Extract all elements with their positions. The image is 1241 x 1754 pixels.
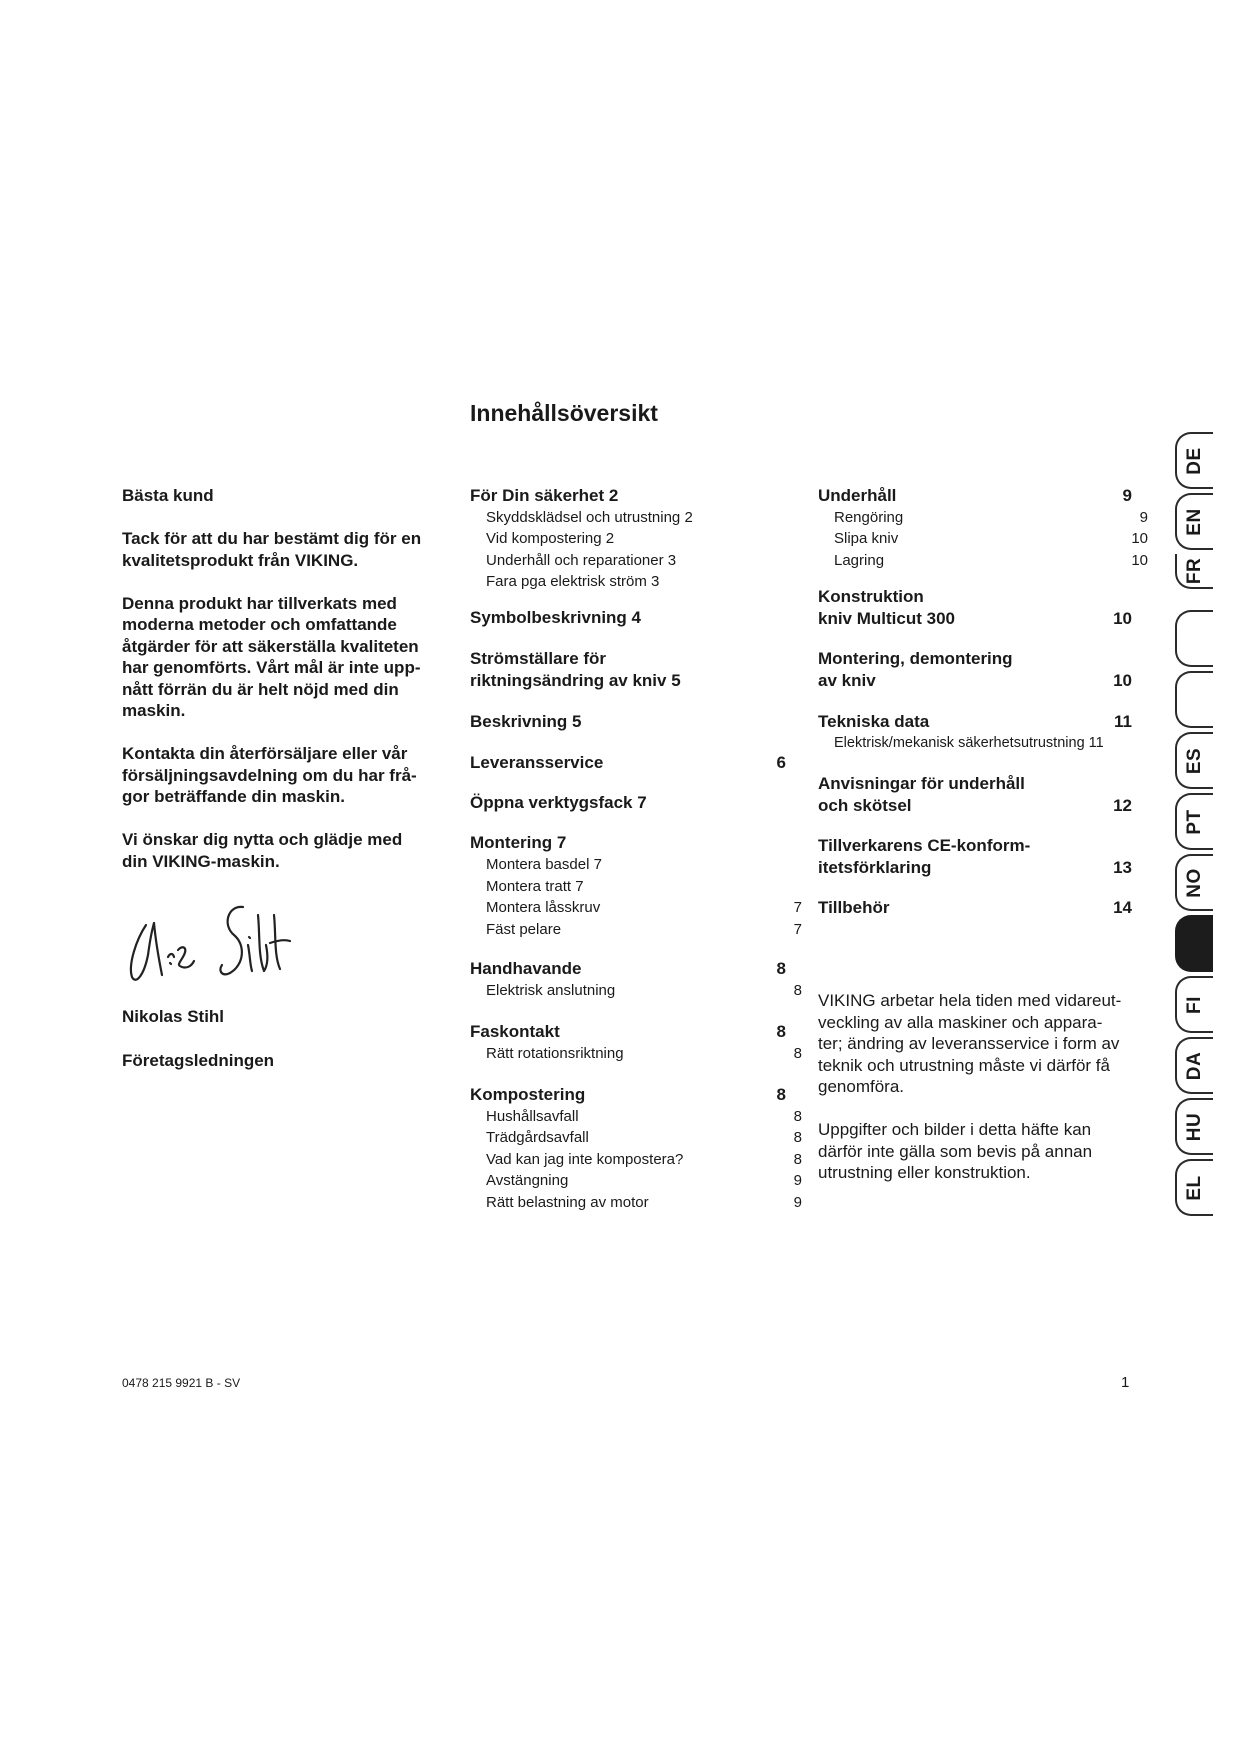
toc-heading[interactable]: Tillverkarens CE-konform- itetsförklaring 13	[818, 836, 1132, 877]
toc-subentry[interactable]: Montera låsskruv 7	[486, 899, 802, 916]
signer-name: Nikolas Stihl	[122, 1007, 225, 1026]
language-tab-en[interactable]: EN	[1175, 493, 1213, 550]
toc-subentry[interactable]: Trädgårdsavfall 8	[486, 1129, 802, 1146]
toc-heading[interactable]: Kompostering 8	[470, 1085, 786, 1104]
language-tab-blank-2[interactable]	[1175, 671, 1213, 728]
toc-subentry[interactable]: Lagring 10	[834, 551, 1148, 569]
toc-subentry[interactable]: Slipa kniv 10	[834, 530, 1148, 547]
language-tab-el[interactable]: EL	[1175, 1159, 1213, 1216]
language-tab-fr[interactable]: FR	[1175, 554, 1213, 589]
greeting: Bästa kund	[122, 486, 214, 505]
toc-heading[interactable]: Öppna verktygsfack 7	[470, 793, 647, 812]
toc-subentry[interactable]: Montera tratt 7	[486, 877, 584, 895]
toc-heading[interactable]: Strömställare för riktningsändring av kniv 5	[470, 649, 681, 690]
language-tab-no[interactable]: NO	[1175, 854, 1213, 911]
toc-heading[interactable]: Anvisningar för underhåll och skötsel 12	[818, 774, 1132, 815]
toc-heading[interactable]: Tillbehör 14	[818, 898, 1132, 917]
intro-paragraph-4: Vi önskar dig nytta och glädje med din VIKING-maskin.	[122, 830, 403, 871]
toc-subentry[interactable]: Elektrisk/mekanisk säkerhetsutrustning 11	[834, 734, 1104, 751]
toc-subentry[interactable]: Vad kan jag inte kompostera? 8	[486, 1150, 802, 1168]
toc-heading[interactable]: Leveransservice 6	[470, 753, 786, 772]
toc-subentry[interactable]: Vid kompostering 2	[486, 530, 615, 547]
toc-heading[interactable]: Montering 7	[470, 833, 567, 852]
signer-role: Företagsledningen	[122, 1051, 275, 1070]
toc-heading[interactable]: Montering, demontering av kniv 10	[818, 649, 1132, 690]
toc-subentry[interactable]: Rengöring 9	[834, 508, 1148, 526]
toc-subentry[interactable]: Avstängning 9	[486, 1172, 802, 1189]
language-tab-es[interactable]: ES	[1175, 732, 1213, 789]
toc-subentry[interactable]: Skyddsklädsel och utrustning 2	[486, 508, 693, 526]
toc-subentry[interactable]: Hushållsavfall 8	[486, 1107, 802, 1125]
toc-heading[interactable]: Beskrivning 5	[470, 712, 582, 731]
language-tab-hu[interactable]: HU	[1175, 1098, 1213, 1155]
toc-heading[interactable]: För Din säkerhet 2	[470, 486, 619, 505]
language-tab-blank-1[interactable]	[1175, 610, 1213, 667]
language-tab-sv-active[interactable]	[1175, 915, 1213, 972]
page-title: Innehållsöversikt	[470, 400, 658, 426]
toc-subentry[interactable]: Montera basdel 7	[486, 856, 602, 873]
toc-heading[interactable]: Underhåll 9	[818, 486, 1132, 505]
intro-paragraph-3: Kontakta din återförsäljare eller vår försäljningsavdelning om du har frå- gor beträffande din maskin.	[122, 744, 417, 806]
disclaimer-paragraph-1: VIKING arbetar hela tiden med vidareut- veckling av alla maskiner och appara- ter; ändring av leveransservice i form av teknik och utrustning måste vi därför få genomföra.	[818, 991, 1122, 1096]
language-tab-de[interactable]: DE	[1175, 432, 1213, 489]
toc-subentry[interactable]: Rätt belastning av motor 9	[486, 1193, 802, 1211]
toc-heading[interactable]: Handhavande 8	[470, 959, 786, 978]
page-number: 1	[1121, 1374, 1130, 1391]
handwritten-signature	[118, 895, 298, 995]
language-tab-da[interactable]: DA	[1175, 1037, 1213, 1094]
document-code: 0478 215 9921 B - SV	[122, 1376, 241, 1390]
toc-subentry[interactable]: Fara pga elektrisk ström 3	[486, 573, 660, 590]
toc-subentry[interactable]: Underhåll och reparationer 3	[486, 551, 677, 569]
intro-paragraph-2: Denna produkt har tillverkats med moderna metoder och omfattande åtgärder för att säkerställa kvaliteten har genomförts. Vårt mål är inte upp- nått förrän du är helt nöjd med din maskin.	[122, 593, 421, 720]
toc-heading[interactable]: Konstruktion kniv Multicut 300 10	[818, 587, 1132, 628]
disclaimer-paragraph-2: Uppgifter och bilder i detta häfte kan därför inte gälla som bevis på annan utrustning eller konstruktion.	[818, 1120, 1093, 1182]
toc-heading[interactable]: Symbolbeskrivning 4	[470, 608, 641, 627]
toc-heading[interactable]: Tekniska data 11	[818, 712, 1132, 731]
language-tab-fi[interactable]: FI	[1175, 976, 1213, 1033]
toc-subentry[interactable]: Elektrisk anslutning 8	[486, 981, 802, 999]
language-tab-pt[interactable]: PT	[1175, 793, 1213, 850]
intro-letter	[122, 485, 442, 872]
disclaimer-notes	[818, 990, 1138, 1205]
toc-subentry[interactable]: Rätt rotationsriktning 8	[486, 1044, 802, 1062]
toc-heading[interactable]: Faskontakt 8	[470, 1022, 786, 1041]
toc-subentry[interactable]: Fäst pelare 7	[486, 920, 802, 938]
intro-paragraph-1: Tack för att du har bestämt dig för en kvalitetsprodukt från VIKING.	[122, 529, 422, 570]
